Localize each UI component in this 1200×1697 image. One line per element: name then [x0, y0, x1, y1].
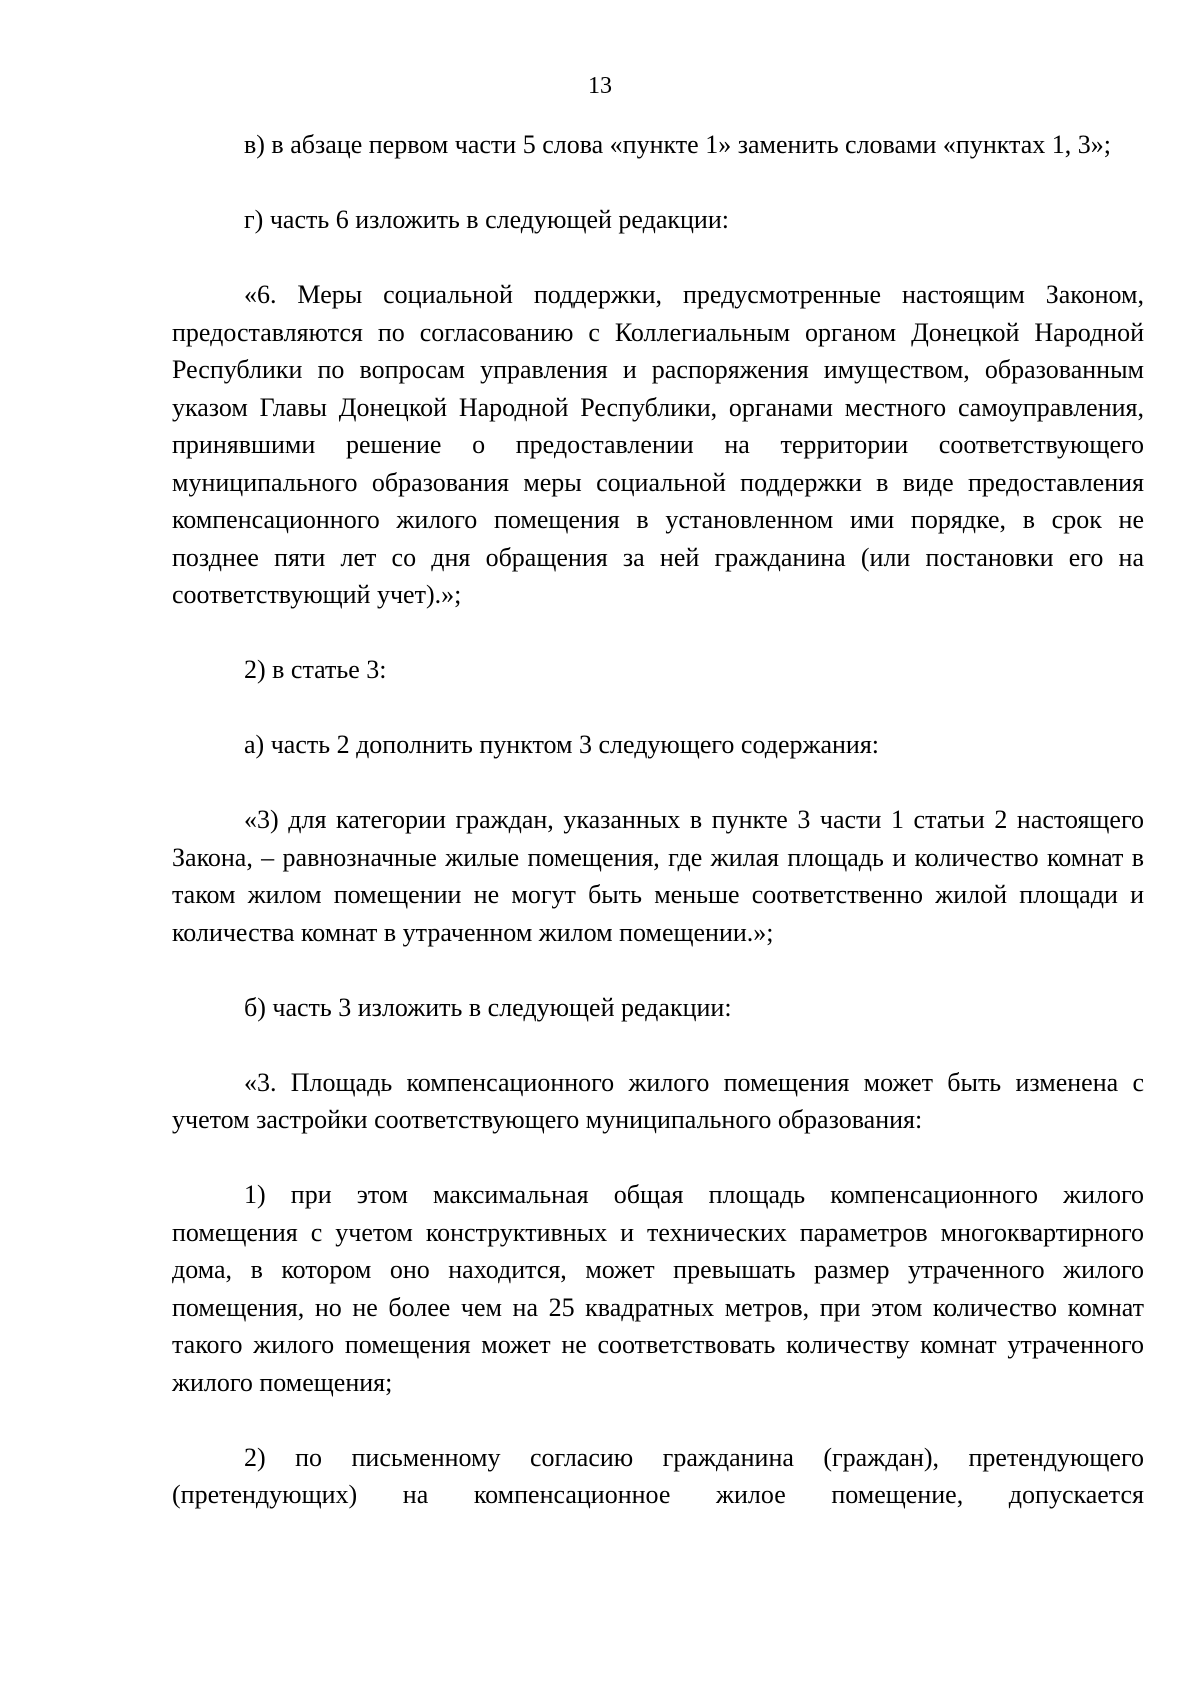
paragraph-part-6-text: «6. Меры социальной поддержки, предусмотренные настоящим Законом, предоставляются по согласованию с Коллегиальным органом Донецкой Народной Республики по вопросам управления и распоряжения имуществом, образованным указом Главы Донецкой Народной Республики, органами местного самоуправления, принявшими решение о предоставлении на территории соответствующего муниципального образования меры социальной поддержки в виде предоставления компенсационного жилого помещения в установленном ими порядке, в срок не позднее пяти лет со дня обращения за ней гражданина (или постановки его на соответствующий учет).»;	[172, 280, 1144, 609]
paragraph-item-g: г) часть 6 изложить в следующей редакции:	[244, 205, 729, 234]
paragraph-item-a: а) часть 2 дополнить пунктом 3 следующего содержания:	[244, 730, 880, 759]
page-number: 13	[588, 73, 612, 99]
paragraph-point-3-text: «3) для категории граждан, указанных в пункте 3 части 1 статьи 2 настоящего Закона, – равнозначные жилые помещения, где жилая площадь и количество комнат в таком жилом помещении не могут быть меньше соответственно жилой площади и количества комнат в утраченном жилом помещении.»;	[172, 805, 1144, 947]
paragraph-item-v: в) в абзаце первом части 5 слова «пункте 1» заменить словами «пунктах 1, 3»;	[244, 130, 1111, 159]
paragraph-item-b: б) часть 3 изложить в следующей редакции:	[244, 992, 732, 1022]
paragraph-part-3-text: «3. Площадь компенсационного жилого помещения может быть изменена с учетом застройки соответствующего муниципального образования:	[172, 1067, 1144, 1134]
document-body	[172, 126, 1144, 1551]
paragraph-article-3: 2) в статье 3:	[244, 655, 387, 684]
paragraph-subpoint-1: 1) при этом максимальная общая площадь компенсационного жилого помещения с учетом конструктивных и технических параметров многоквартирного дома, в котором оно находится, может превышать размер утраченного жилого помещения, но не более чем на 25 квадратных метров, при этом количество комнат такого жилого помещения может не соответствовать количеству комнат утраченного жилого помещения;	[172, 1180, 1144, 1397]
paragraph-subpoint-2: 2) по письменному согласию гражданина (граждан), претендующего (претендующих) на компенсационное жилое помещение, допускается	[172, 1442, 1144, 1509]
